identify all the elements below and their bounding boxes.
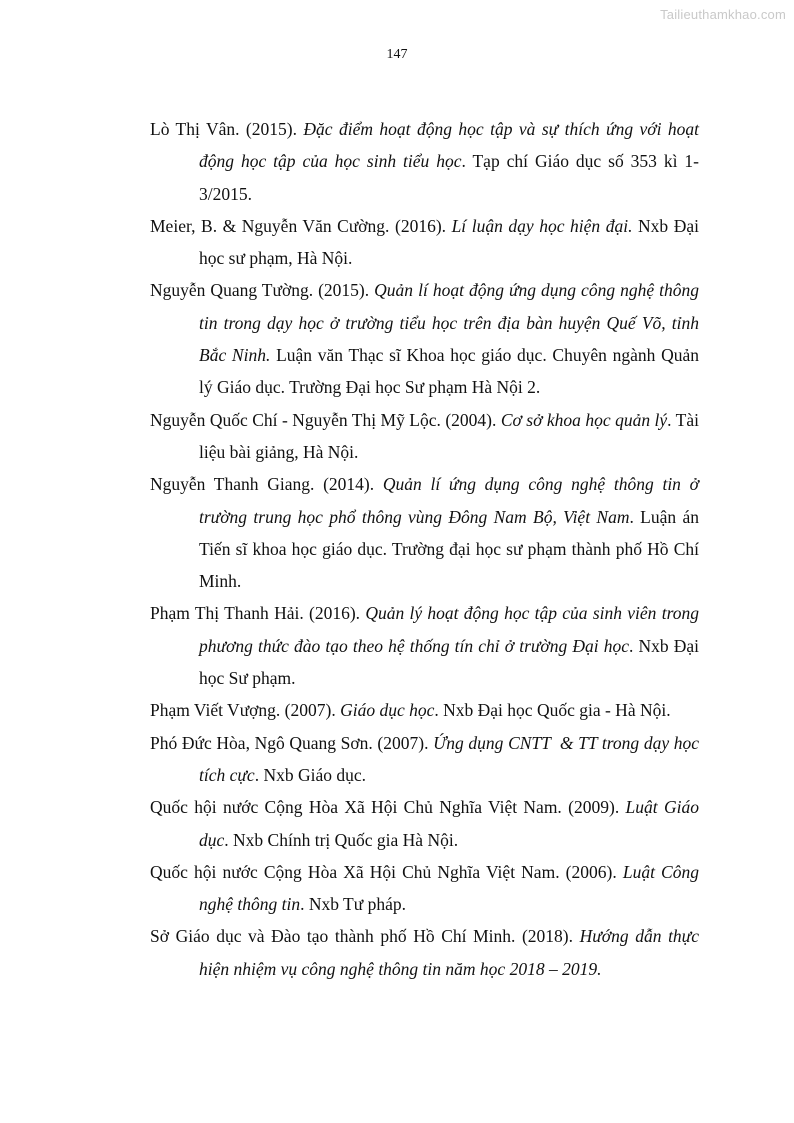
reference-entry (150, 210, 699, 275)
reference-title: Luật Công nghệ thông tin (199, 861, 699, 915)
reference-author: Phạm Thị Thanh Hải. (2016). (150, 603, 366, 624)
watermark: Tailieuthamkhao.com (660, 7, 786, 22)
reference-list (150, 113, 704, 985)
reference-title: Giáo dục học (340, 700, 435, 721)
reference-entry (150, 694, 699, 726)
reference-entry (150, 791, 699, 856)
reference-entry (150, 856, 699, 921)
reference-entry (150, 727, 704, 792)
reference-author: Quốc hội nước Cộng Hòa Xã Hội Chủ Nghĩa Việt Nam. (2009). (150, 797, 626, 818)
reference-entry (150, 113, 699, 210)
reference-publisher: . Nxb Tư pháp. (300, 894, 406, 915)
reference-title: Hướng dẫn thực hiện nhiệm vụ công nghệ thông tin năm học 2018 – 2019. (199, 926, 699, 979)
reference-author: Sở Giáo dục và Đào tạo thành phố Hồ Chí Minh. (2018). (150, 926, 580, 947)
reference-author: Meier, B. & Nguyễn Văn Cường. (2016). (150, 215, 452, 236)
reference-title: Quản lí ứng dụng công nghệ thông tin ở trường trung học phổ thông vùng Đông Nam Bộ, Việt Nam (199, 474, 699, 527)
reference-author: Phó Đức Hòa, Ngô Quang Sơn. (2007). (150, 732, 434, 753)
reference-publisher: . Nxb Đại học Quốc gia - Hà Nội. (434, 700, 671, 721)
reference-title: Đặc điểm hoạt động học tập và sự thích ứng với hoạt động học tập của học sinh tiểu học (199, 119, 700, 172)
reference-entry (150, 274, 699, 403)
reference-author: Nguyễn Quang Tường. (2015). (150, 280, 375, 301)
reference-entry (150, 468, 699, 597)
reference-author: Quốc hội nước Cộng Hòa Xã Hội Chủ Nghĩa Việt Nam. (2006). (150, 861, 623, 882)
reference-publisher: . Tạp chí Giáo dục số 353 kì 1-3/2015. (199, 151, 699, 204)
reference-title: Luật Giáo dục (199, 797, 699, 850)
reference-author: Nguyễn Thanh Giang. (2014). (150, 474, 383, 495)
reference-publisher: Luận văn Thạc sĩ Khoa học giáo dục. Chuyên ngành Quản lý Giáo dục. Trường Đại học Sư phạm Hà Nội 2. (199, 345, 699, 398)
reference-entry (150, 597, 699, 694)
reference-author: Lò Thị Vân. (2015). (150, 119, 304, 139)
reference-title: Cơ sở khoa học quản lý (500, 409, 668, 430)
reference-publisher: . Nxb Đại học Sư phạm. (199, 635, 699, 689)
page-number: 147 (386, 47, 408, 62)
reference-title: Lí luận dạy học hiện đại. (451, 215, 633, 236)
reference-publisher: . Nxb Chính trị Quốc gia Hà Nội. (224, 829, 459, 850)
reference-publisher: . Luận án Tiến sĩ khoa học giáo dục. Trường đại học sư phạm thành phố Hồ Chí Minh. (199, 506, 699, 592)
reference-publisher: Nxb Đại học sư phạm, Hà Nội. (199, 215, 700, 269)
reference-entry (150, 920, 699, 985)
reference-title: Quản lí hoạt động ứng dụng công nghệ thông tin trong dạy học ở trường tiểu học trên địa bàn huyện Quế Võ, tỉnh Bắc Ninh. (199, 280, 699, 366)
reference-publisher: . Tài liệu bài giảng, Hà Nội. (199, 409, 699, 462)
reference-entry (150, 404, 699, 469)
reference-title: Ứng dụng CNTT & TT trong dạy học tích cực (199, 732, 704, 785)
reference-publisher: . Nxb Giáo dục. (254, 764, 367, 785)
reference-author: Phạm Viết Vượng. (2007). (150, 700, 341, 721)
reference-author: Nguyễn Quốc Chí - Nguyễn Thị Mỹ Lộc. (2004). (150, 409, 501, 430)
reference-title: Quản lý hoạt động học tập của sinh viên trong phương thức đào tạo theo hệ thống tín chỉ ở trường Đại học (199, 603, 699, 656)
